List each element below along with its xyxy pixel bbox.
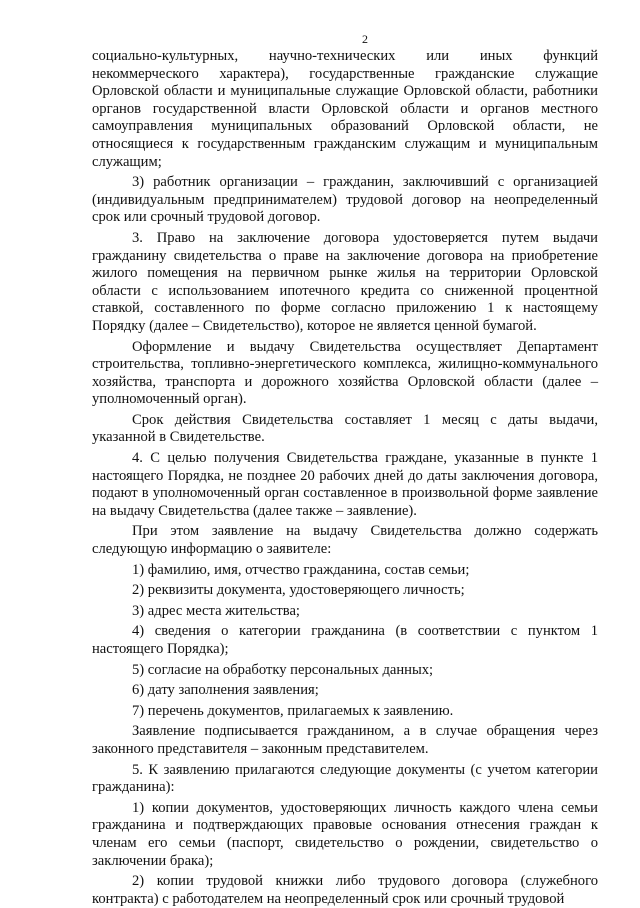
paragraph: 2) реквизиты документа, удостоверяющего личность; <box>132 582 465 599</box>
paragraph: 3) работник организации – гражданин, заключивший с организацией (индивидуальным предпринимателем) трудовой договор на неопределенный срок или срочный трудовой договор. <box>92 174 598 226</box>
paragraph: 2) копии трудовой книжки либо трудового договора (служебного контракта) с работодателем на неопределенный срок или срочный трудовой <box>92 873 598 907</box>
paragraph: Заявление подписывается гражданином, а в случае обращения через законного представителя – законным представителем. <box>92 723 598 757</box>
document-body <box>92 48 598 908</box>
paragraph: 5. К заявлению прилагаются следующие документы (с учетом категории гражданина): <box>92 761 598 796</box>
paragraph: 3) адрес места жительства; <box>132 602 300 619</box>
paragraph: 5) согласие на обработку персональных данных; <box>132 661 434 678</box>
paragraph: 1) копии документов, удостоверяющих личность каждого члена семьи гражданина и подтверждающих правовые основания отнесения граждан к членам его семьи (паспорт, свидетельство о рождении, свидетельство о заключении брака); <box>92 799 598 869</box>
paragraph: Срок действия Свидетельства составляет 1 месяц с даты выдачи, указанной в Свидетельстве. <box>92 411 598 446</box>
paragraph: 4. С целью получения Свидетельства граждане, указанные в пункте 1 настоящего Порядка, не позднее 20 рабочих дней до даты заключения договора, подают в уполномоченный орган составленное в произвольной форме заявление на выдачу Свидетельства (далее также – заявление). <box>92 450 598 519</box>
paragraph: При этом заявление на выдачу Свидетельства должно содержать следующую информацию о заявителе: <box>92 523 598 558</box>
paragraph: 3. Право на заключение договора удостоверяется путем выдачи гражданину свидетельства о праве на заключение договора на приобретение жилого помещения на первичном рынке жилья на территории Орловской области с использованием ипотечного кредита со сниженной процентной ставкой, составленного по форме согласно приложению 1 к настоящему Порядку (далее – Свидетельство), которое не является ценной бумагой. <box>92 229 598 334</box>
paragraph: 4) сведения о категории гражданина (в соответствии с пунктом 1 настоящего Порядка); <box>92 623 598 657</box>
paragraph: 6) дату заполнения заявления; <box>132 682 319 699</box>
paragraph: 1) фамилию, имя, отчество гражданина, состав семьи; <box>132 561 470 578</box>
paragraph: Оформление и выдачу Свидетельства осуществляет Департамент строительства, топливно-энергетического комплекса, жилищно-коммунального хозяйства, транспорта и дорожного хозяйства Орловской области (далее – уполномоченный орган). <box>92 338 598 408</box>
paragraph: 7) перечень документов, прилагаемых к заявлению. <box>132 702 454 719</box>
page-number: 2 <box>362 32 368 46</box>
paragraph: социально-культурных, научно-технических или иных функций некоммерческого характера), государственные гражданские служащие Орловской области и муниципальные служащие Орловской области, работники органов государственной власти Орловской области и органов местного самоуправления муниципальных образований Орловской области, не относящиеся к государственным гражданским служащим и муниципальным служащим; <box>92 48 598 170</box>
